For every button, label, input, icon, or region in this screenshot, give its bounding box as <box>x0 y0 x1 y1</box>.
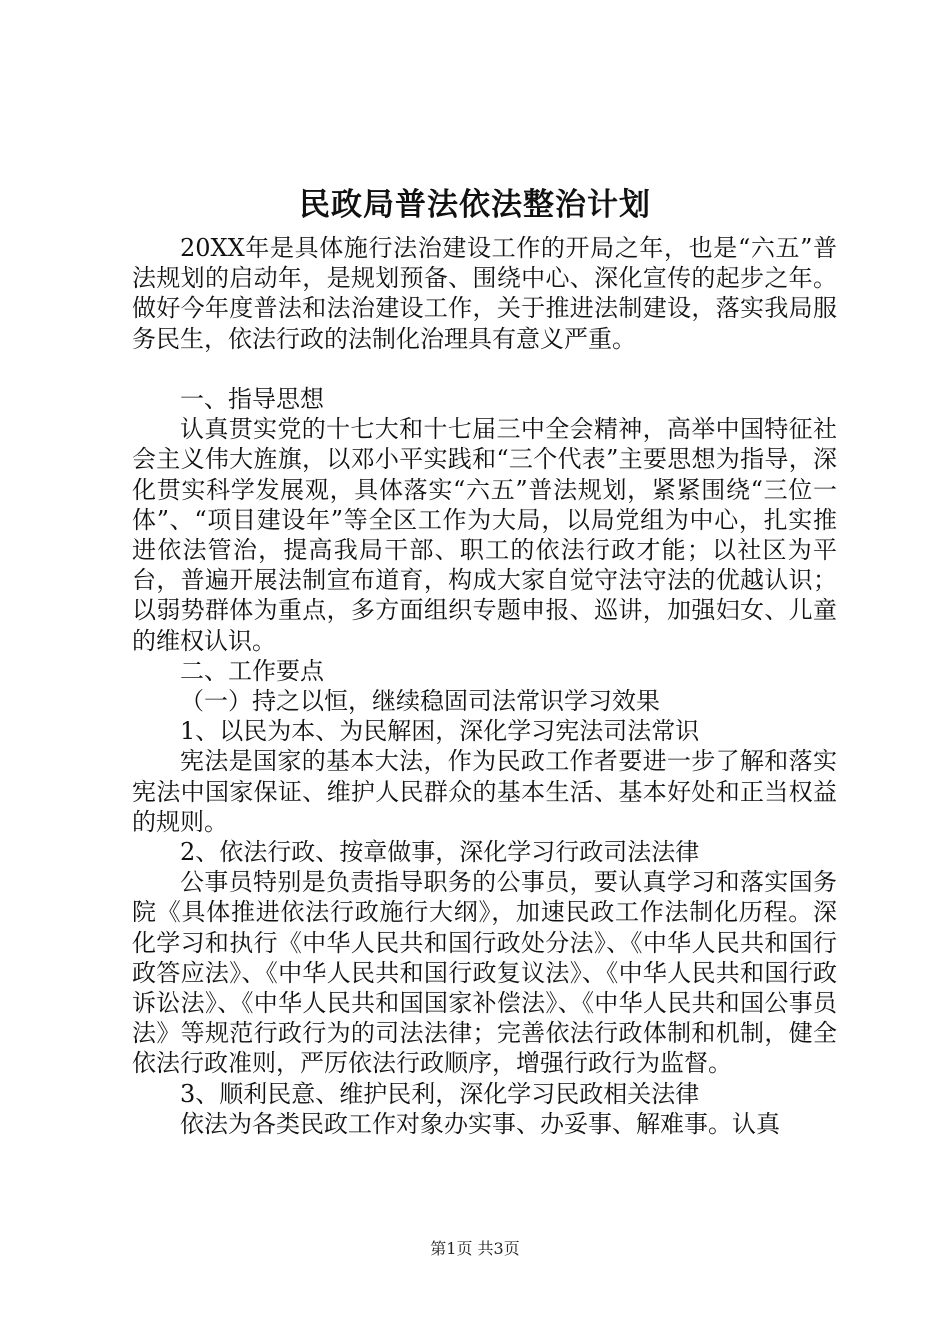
document-body <box>132 233 837 1139</box>
section-heading-guiding-ideology: 一、指导思想 <box>180 385 324 413</box>
page-footer: 第1页 共3页 <box>430 1239 520 1258</box>
item-heading-2: 2、依法行政、按章做事，深化学习行政司法法律 <box>180 838 700 867</box>
item-heading-1: 1、以民为本、为民解困，深化学习宪法司法常识 <box>180 717 700 746</box>
item-paragraph-1: 宪法是国家的基本大法，作为民政工作者要进一步了解和落实宪法中国家保证、维护人民群众的基本生活、基本好处和正当权益的规则。 <box>132 747 837 836</box>
item-paragraph-3: 依法为各类民政工作对象办实事、办妥事、解难事。认真 <box>180 1109 780 1138</box>
item-heading-3: 3、顺利民意、维护民利，深化学习民政相关法律 <box>180 1079 700 1108</box>
document-title: 民政局普法依法整治计划 <box>299 187 651 223</box>
guiding-ideology-paragraph: 认真贯实党的十七大和十七届三中全会精神，高举中国特征社会主义伟大旌旗，以邓小平实践和“三个代表”主要思想为指导，深化贯实科学发展观，具体落实“六五”普法规划，紧紧围绕“三位一体”、“项目建设年”等全区工作为大局，以局党组为中心，扎实推进依法管治，提高我局干部、职工的依法行政才能；以社区为平台，普遍开展法制宣布道育，构成大家自觉守法守法的优越认识；以弱势群体为重点，多方面组织专题申报、巡讲，加强妇女、儿童的维权认识。 <box>132 415 837 655</box>
item-paragraph-2: 公事员特别是负责指导职务的公事员，要认真学习和落实国务院《具体推进依法行政施行大纲》，加速民政工作法制化历程。深化学习和执行《中华人民共和国行政处分法》、《中华人民共和国行政答应法》、《中华人民共和国行政复议法》、《中华人民共和国行政诉讼法》、《中华人民共和国国家补偿法》、《中华人民共和国公事员法》等规范行政行为的司法法律；完善依法行政体制和机制，健全依法行政准则，严厉依法行政顺序，增强行政行为监督。 <box>132 868 837 1078</box>
paragraph-spacer <box>132 354 837 384</box>
section-heading-work-points: 二、工作要点 <box>180 656 324 685</box>
intro-paragraph: 20XX年是具体施行法治建设工作的开局之年，也是“六五”普法规划的启动年，是规划预备、围绕中心、深化宣传的起步之年。做好今年度普法和法治建设工作，关于推进法制建设，落实我局服务民生，依法行政的法制化治理具有意义严重。 <box>132 234 837 353</box>
subsection-heading-1: （一）持之以恒，继续稳固司法常识学习效果 <box>180 687 660 716</box>
